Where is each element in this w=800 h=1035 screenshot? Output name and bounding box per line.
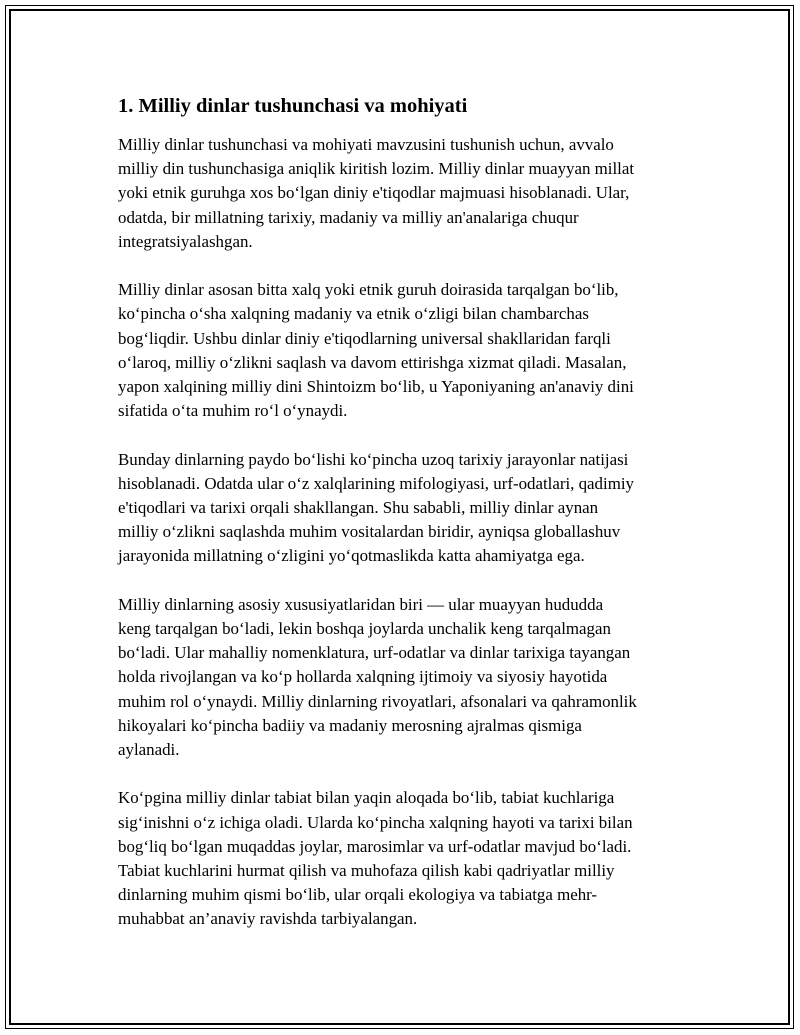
text-line: aylanadi.	[118, 740, 180, 760]
text-line: Ko‘pgina milliy dinlar tabiat bilan yaqin aloqada bo‘lib, tabiat kuchlariga	[118, 788, 615, 808]
paragraph-2	[118, 278, 688, 423]
text-line: e'tiqodlari va tarixi orqali shakllangan. Shu sababli, milliy dinlar aynan	[118, 498, 599, 518]
text-line: integratsiyalashgan.	[118, 231, 253, 251]
paragraph-4	[118, 593, 688, 762]
text-line: Milliy dinlarning asosiy xususiyatlaridan biri — ular muayyan hududda	[118, 594, 604, 614]
document-title: 1. Milliy dinlar tushunchasi va mohiyati	[118, 95, 468, 117]
text-line: Milliy dinlar asosan bitta xalq yoki etnik guruh doirasida tarqalgan bo‘lib,	[118, 280, 619, 300]
paragraph-1	[118, 133, 688, 254]
text-line: milliy o‘zlikni saqlashda muhim vositalardan biridir, ayniqsa globallashuv	[118, 522, 621, 542]
text-line: ko‘pincha o‘sha xalqning madaniy va etnik o‘zligi bilan chambarchas	[118, 304, 589, 324]
text-line: Tabiat kuchlarini hurmat qilish va muhofaza qilish kabi qadriyatlar milliy	[118, 861, 615, 881]
text-line: o‘laroq, milliy o‘zlikni saqlash va davom ettirishga xizmat qiladi. Masalan,	[118, 352, 627, 372]
paragraph-5	[118, 786, 688, 931]
text-line: Bunday dinlarning paydo bo‘lishi ko‘pincha uzoq tarixiy jarayonlar natijasi	[118, 449, 629, 469]
text-line: hikoyalari ko‘pincha badiiy va madaniy merosning ajralmas qismiga	[118, 715, 582, 735]
text-line: hisoblanadi. Odatda ular o‘z xalqlarining mifologiyasi, urf-odatlari, qadimiy	[118, 473, 634, 493]
text-line: Milliy dinlar tushunchasi va mohiyati mavzusini tushunish uchun, avvalo	[118, 135, 614, 154]
text-line: bo‘ladi. Ular mahalliy nomenklatura, urf-odatlar va dinlar tarixiga tayangan	[118, 643, 631, 663]
text-line: bog‘liq bo‘lgan muqaddas joylar, marosimlar va urf-odatlar mavjud bo‘ladi.	[118, 836, 632, 856]
text-line: muhabbat an’anaviy ravishda tarbiyalangan.	[118, 909, 418, 929]
text-line: jarayonida millatning o‘zligini yo‘qotmaslikda katta ahamiyatga ega.	[118, 546, 585, 566]
text-line: sifatida o‘ta muhim ro‘l o‘ynaydi.	[118, 401, 348, 421]
text-line: muhim rol o‘ynaydi. Milliy dinlarning rivoyatlari, afsonalari va qahramonlik	[118, 691, 637, 711]
text-line: milliy din tushunchasiga aniqlik kiritish lozim. Milliy dinlar muayyan millat	[118, 159, 635, 179]
text-line: holda rivojlangan va ko‘p hollarda xalqning ijtimoiy va siyosiy hayotida	[118, 667, 608, 687]
text-line: dinlarning muhim qismi bo‘lib, ular orqali ekologiya va tabiatga mehr-	[118, 885, 598, 905]
text-line: odatda, bir millatning tarixiy, madaniy va milliy an'analariga chuqur	[118, 207, 579, 227]
text-line: keng tarqalgan bo‘ladi, lekin boshqa joylarda unchalik keng tarqalmagan	[118, 619, 611, 639]
text-line: yapon xalqining milliy dini Shintoizm bo‘lib, u Yaponiyaning an'anaviy dini	[118, 377, 634, 397]
text-line: yoki etnik guruhga xos bo‘lgan diniy e'tiqodlar majmuasi hisoblanadi. Ular,	[118, 183, 630, 203]
paragraph-3	[118, 448, 688, 569]
text-line: sig‘inishni o‘z ichiga oladi. Ularda ko‘pincha xalqning hayoti va tarixi bilan	[118, 812, 633, 832]
text-line: bog‘liqdir. Ushbu dinlar diniy e'tiqodlarning universal shakllaridan farqli	[118, 328, 611, 348]
document-body	[118, 92, 688, 956]
